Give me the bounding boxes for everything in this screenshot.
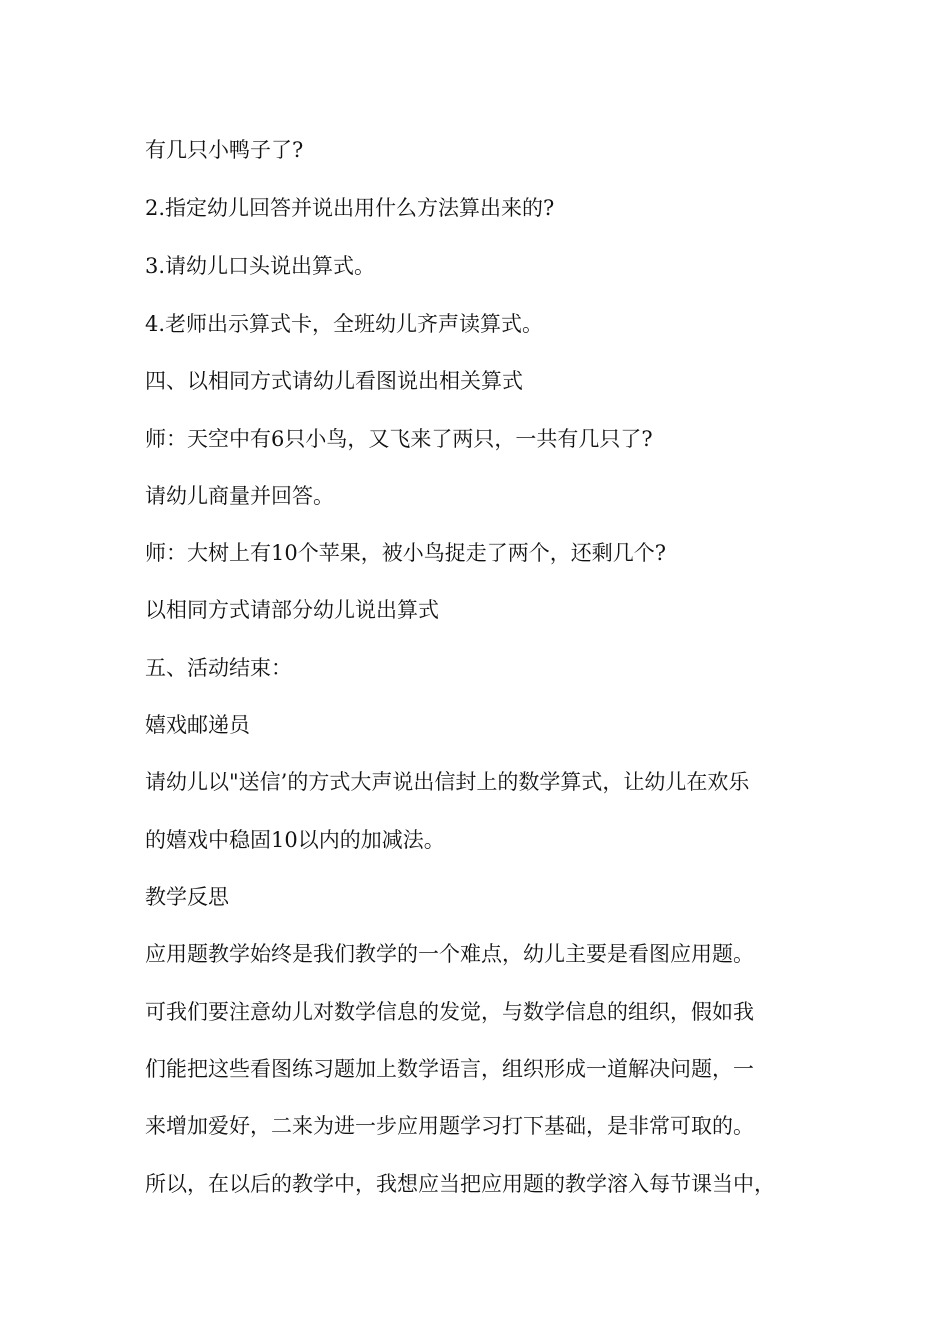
text-line: 所以，在以后的教学中，我想应当把应用题的教学溶入每节课当中， xyxy=(145,1172,775,1196)
text-line: 有几只小鸭子了? xyxy=(145,138,304,162)
text-line: 4.老师出示算式卡，全班幼儿齐声读算式。 xyxy=(145,312,544,336)
text-line: 师：天空中有6只小鸟，又飞来了两只，一共有几只了? xyxy=(145,427,653,451)
text-line: 以相同方式请部分幼儿说出算式 xyxy=(145,598,439,622)
text-line: 请幼儿以"送信’的方式大声说出信封上的数学算式，让幼儿在欢乐 xyxy=(145,770,750,794)
section-heading: 四、以相同方式请幼儿看图说出相关算式 xyxy=(145,369,523,393)
text-line: 应用题教学始终是我们教学的一个难点，幼儿主要是看图应用题。 xyxy=(145,942,754,966)
text-line: 们能把这些看图练习题加上数学语言，组织形成一道解决问题，一 xyxy=(145,1057,754,1081)
text-line: 3.请幼儿口头说出算式。 xyxy=(145,254,376,278)
section-heading: 五、活动结束： xyxy=(145,656,292,680)
section-heading: 教学反思 xyxy=(145,885,229,909)
text-line: 请幼儿商量并回答。 xyxy=(145,484,334,508)
text-line: 师：大树上有10个苹果，被小鸟捉走了两个，还剩几个? xyxy=(145,541,666,565)
text-line: 2.指定幼儿回答并说出用什么方法算出来的? xyxy=(145,196,555,220)
text-line: 可我们要注意幼儿对数学信息的发觉，与数学信息的组织，假如我 xyxy=(145,1000,754,1024)
text-line: 嬉戏邮递员 xyxy=(145,713,250,737)
text-line: 的嬉戏中稳固10以内的加减法。 xyxy=(145,828,445,852)
text-line: 来增加爱好，二来为进一步应用题学习打下基础，是非常可取的。 xyxy=(145,1114,754,1138)
